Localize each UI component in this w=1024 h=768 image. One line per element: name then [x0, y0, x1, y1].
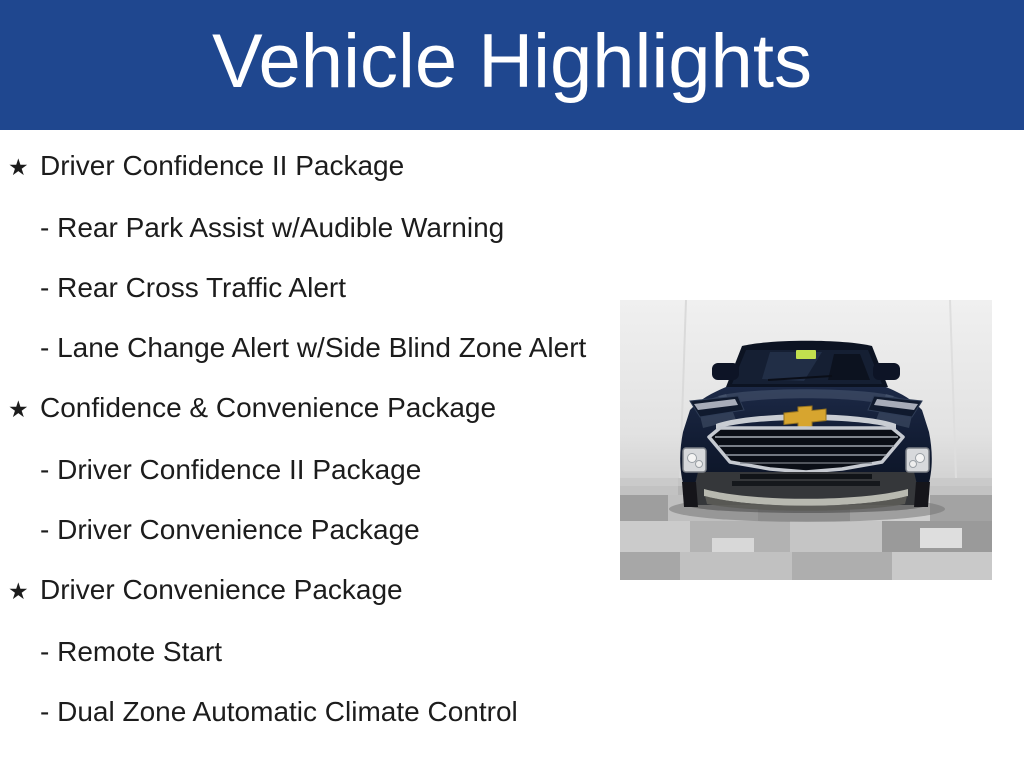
package-label: Driver Confidence II Package: [40, 150, 405, 181]
feature-item: - Driver Confidence II Package: [40, 454, 422, 485]
page-title: Vehicle Highlights: [212, 19, 812, 104]
star-bullet-icon: ★: [8, 155, 29, 181]
feature-item: - Remote Start: [40, 636, 223, 667]
fog-light-left: [683, 448, 706, 472]
star-bullet-icon: ★: [8, 397, 29, 423]
car-front-view: [680, 341, 932, 511]
feature-item: - Lane Change Alert w/Side Blind Zone Alert: [40, 332, 587, 363]
feature-item: - Dual Zone Automatic Climate Control: [40, 696, 518, 727]
tire-right: [914, 482, 930, 507]
side-mirror-right: [873, 363, 900, 380]
title-banner: [0, 0, 1024, 130]
feature-item: - Rear Park Assist w/Audible Warning: [40, 212, 505, 243]
package-label: Confidence & Convenience Package: [40, 392, 497, 423]
package-item: [8, 390, 612, 428]
vehicle-photo: [620, 300, 992, 580]
package-item: [8, 572, 612, 610]
package-item: [8, 148, 612, 186]
windshield-sticker: [796, 350, 816, 359]
highlights-list: [0, 130, 612, 754]
tire-left: [682, 482, 698, 507]
vehicle-photo-graphic: [620, 300, 992, 580]
side-mirror-left: [712, 363, 739, 380]
fog-light-right: [906, 448, 929, 472]
star-bullet-icon: ★: [8, 579, 29, 605]
package-label: Driver Convenience Package: [40, 574, 403, 605]
feature-item: - Rear Cross Traffic Alert: [40, 272, 347, 303]
feature-item: - Driver Convenience Package: [40, 514, 420, 545]
